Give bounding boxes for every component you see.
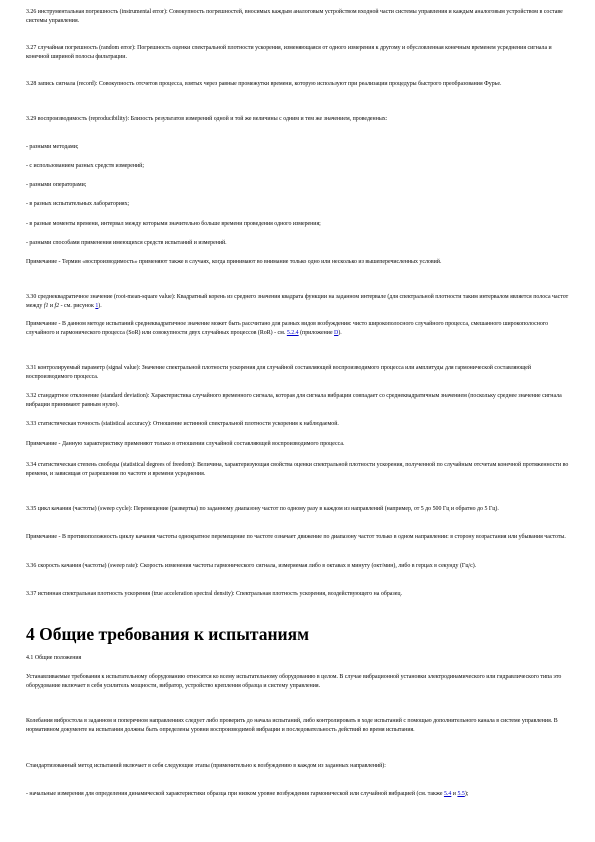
section-5-5-link[interactable]: 5.5 [457, 791, 465, 797]
section-paragraph: Колебания вибростола в заданном и поперечном направлениях следует либо проверить до начала испытаний, либо контролировать в ходе испытаний с помощью дополнительного канала в системе управления. В нормативном документе на испытания должны быть определены уровни воспроизводимой вибрации и последовательность действий во время испытания. [26, 718, 558, 733]
list-item: - начальные измерения для определения динамической характеристики образца при низком уровне возбуждения гармонической или случайной вибрацией (см. также 5.4 и 5.5); [26, 791, 469, 797]
term-3-26: 3.26 инструментальная погрешность (instrumental error): Совокупность погрешностей, вносимых каждым аналоговым устройством входной части системы управления и каждым аналоговым устройством в составе системы управления. [26, 9, 563, 24]
subsection-heading: 4.1 Общие положения [26, 655, 82, 661]
note-3-29: Примечание - Термин «воспроизводимость» применяют также в случаях, когда принимают во внимание только одно или несколько из вышеперечисленных условий. [26, 259, 442, 265]
section-heading: 4 Общие требования к испытаниям [26, 624, 310, 644]
list-item: - с использованием разных средств измерений; [26, 163, 144, 169]
term-3-36: 3.36 скорость качания (частоты) (sweep rate): Скорость изменения частоты гармонического сигнала, измеряемая либо в октавах в минуту (окт/мин), либо в герцах в секунду (Гц/с). [26, 563, 477, 569]
term-3-27: 3.27 случайная погрешность (random error): Погрешность оценки спектральной плотности ускорения, изменяющаяся от одного измерения к другому и обусловленная конечным временем усреднения сигнала и конечной шириной полосы фильтрации. [26, 45, 552, 60]
section-5-2-4-link[interactable]: 5.2.4 [286, 329, 299, 336]
section-5-4-link[interactable]: 5.4 [443, 791, 452, 797]
term-3-28: 3.28 запись сигнала (record): Совокупность отсчетов процесса, взятых через равные промежутки времени, которую используют при реализации процедуры быстрого преобразования Фурье. [26, 81, 502, 87]
term-3-29: 3.29 воспроизводимость (reproducibility): Близость результатов измерений одной и той же величины с одним и тем же значением, проведенных: [26, 116, 388, 122]
term-3-33: 3.33 статистическая точность (statistical accuracy): Отношение истинной спектральной плотности ускорения к наблюдаемой. [26, 421, 339, 427]
term-3-35: 3.35 цикл качания (частоты) (sweep cycle): Перемещение (развертка) по заданному диапазону частот по одному разу в каждом из направлений (например, от 5 до 500 Гц и обратно до 5 Гц). [26, 506, 499, 512]
term-3-31: 3.31 контролируемый параметр (signal value): Значение спектральной плотности ускорения для случайной составляющей воспроизводимого процесса или амплитуды для гармонической составляющей воспроизводимого процесса. [26, 365, 532, 380]
list-item: - разными способами применения имеющихся средств испытаний и измерений. [26, 240, 227, 246]
note-3-35: Примечание - В противоположность циклу качания частоты однократное перемещение по частоте означает движение по диапазону частот только в одном направлении: в сторону возрастания или убывания частоты. [26, 534, 566, 540]
term-3-37: 3.37 истинная спектральная плотность ускорения (true acceleration spectral density): Спектральная плотность ускорения, воздействующего на образец. [26, 591, 402, 597]
term-3-34: 3.34 статистическая степень свободы (statistical degrees of freedom): Величина, характеризующая свойства оценки спектральной плотности ускорения, полученной по случайным отсчетам конечной протяженности во времени, и зависящая от разрешения по частоте и времени усреднения. [26, 462, 569, 477]
list-item: - в разные моменты времени, интервал между которыми значительно больше времени проведения одного измерения; [26, 221, 321, 227]
note-3-33: Примечание - Данную характеристику применяют только в отношении случайной составляющей воспроизводимого процесса. [26, 441, 345, 447]
note-3-30: Примечание - В данном методе испытаний среднеквадратичное значение может быть рассчитано для разных видов возбуждения: чисто широкополосного случайного процесса, смешанного широкополосного случайного и гармонического процесса (SoR) или совокупности двух случайных процессов (RoR) - см. 5.2.4 (приложение D). [26, 321, 549, 336]
figure-1-link[interactable]: 1 [95, 302, 99, 309]
document-page [26, 0, 570, 842]
list-item: - в разных испытательных лабораториях; [26, 201, 130, 207]
term-3-32: 3.32 стандартное отклонение (standard deviation): Характеристика случайного временного сигнала, которая для сигнала вибрации совпадает со среднеквадратичным значением (поскольку среднее значение сигнала вибрации принимают равным нулю). [26, 393, 562, 408]
section-paragraph: Устанавливаемые требования к испытательному оборудованию относятся ко всему испытательному оборудованию в целом. В случае вибрационной установки электродинамического или гидравлического типа это оборудование включает в себя усилитель мощности, вибратор, устройство крепления образца и систему управления. [26, 674, 562, 689]
annex-d-link[interactable]: D [334, 329, 339, 336]
section-paragraph: Стандартизованный метод испытаний включает в себя следующие этапы (применительно к возбуждению в каждом из заданных направлений): [26, 763, 386, 769]
list-item: - разными операторами; [26, 182, 87, 188]
term-3-30: 3.30 среднеквадратичное значение (root-mean-square value): Квадратный корень из среднего значения квадрата функции на заданном интервале (для спектральной плотности таким интервалом является полоса частот между f1 и f2 - см. рисунок 1). [26, 294, 569, 309]
list-item: - разными методами; [26, 144, 79, 150]
